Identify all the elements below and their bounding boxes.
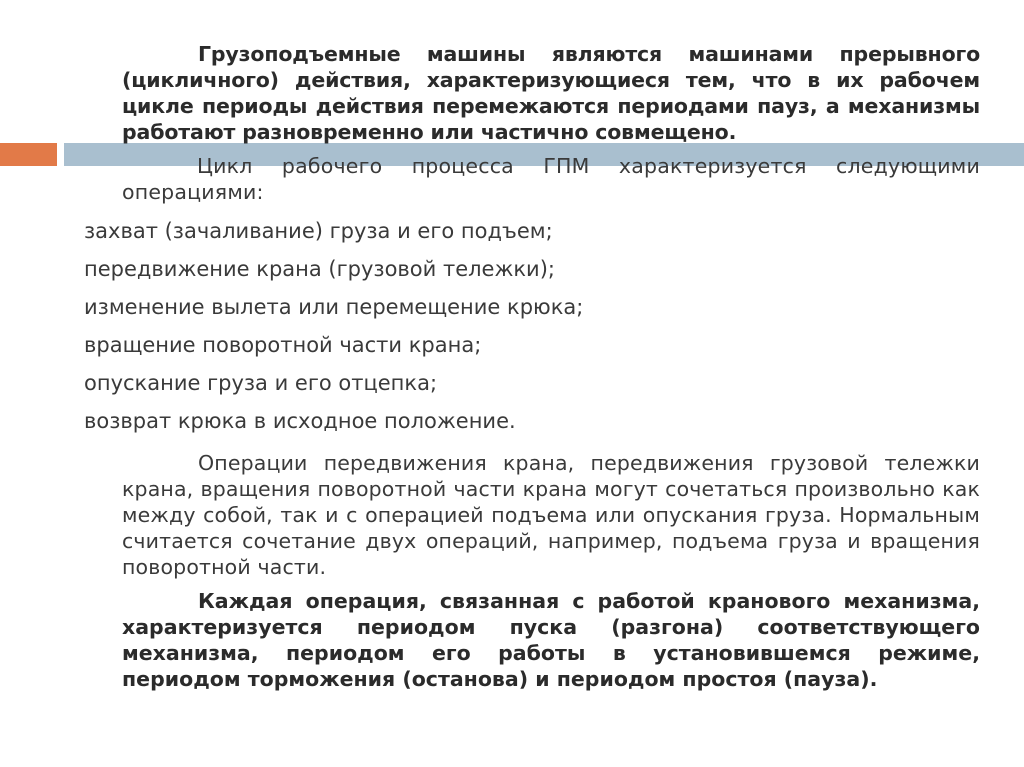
- paragraph-operation-periods: Каждая операция, связанная с работой кранового механизма, характеризуется периодом пуска (разгона) соответствующего механизма, периодом его работы в установившемся режиме, периодом торможения (останова) и периодом простоя (пауза).: [122, 589, 980, 691]
- list-item: передвижение крана (грузовой тележки);: [84, 257, 555, 281]
- orange-accent-bar: [0, 143, 57, 166]
- list-item: захват (зачаливание) груза и его подъем;: [84, 219, 553, 243]
- list-item: возврат крюка в исходное положение.: [84, 409, 516, 433]
- list-item: изменение вылета или перемещение крюка;: [84, 295, 584, 319]
- paragraph-machines-definition: Грузоподъемные машины являются машинами прерывного (цикличного) действия, характеризующиеся тем, что в их рабочем цикле периоды действия перемежаются периодами пауз, а механизмы работают разновременно или частично совмещено.: [122, 42, 980, 144]
- list-item: вращение поворотной части крана;: [84, 333, 482, 357]
- paragraph-operations-combination: Операции передвижения крана, передвижения грузовой тележки крана, вращения поворотной части крана могут сочетаться произвольно как между собой, так и с операцией подъема или опускания груза. Нормальным считается сочетание двух операций, например, подъема груза и вращения поворотной части.: [122, 451, 980, 579]
- paragraph-cycle-intro: Цикл рабочего процесса ГПМ характеризуется следующими операциями:: [122, 154, 980, 204]
- slide-content: [84, 41, 980, 692]
- operations-list: [84, 212, 980, 440]
- list-item: опускание груза и его отцепка;: [84, 371, 438, 395]
